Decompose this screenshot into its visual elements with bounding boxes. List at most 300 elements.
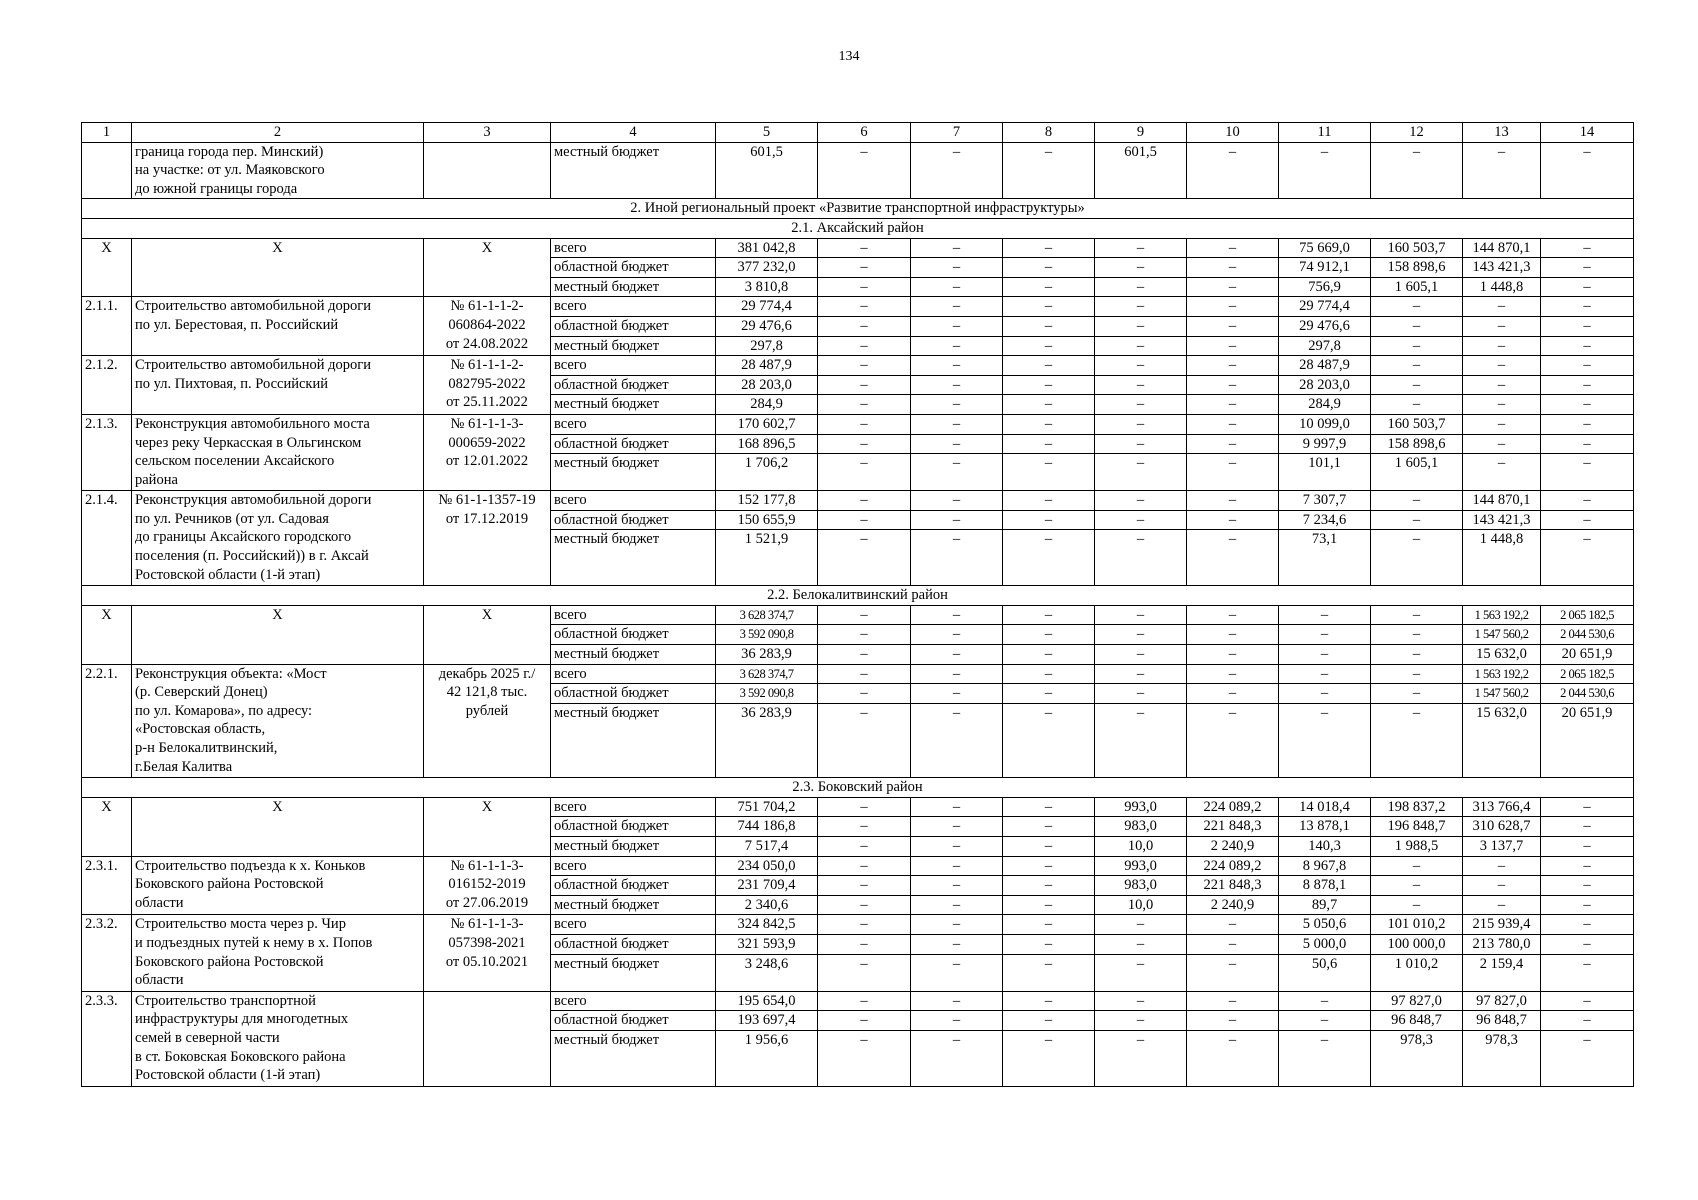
value-cell: – — [1187, 1030, 1279, 1086]
item-number: 2.3.1. — [82, 856, 132, 915]
value-cell: – — [818, 336, 911, 356]
value-cell: – — [1463, 375, 1541, 395]
item-number: 2.1.3. — [82, 414, 132, 490]
value-cell: – — [818, 510, 911, 530]
value-cell: 1 547 560,2 — [1463, 625, 1541, 645]
value-cell: – — [1003, 703, 1095, 777]
value-cell: – — [1541, 238, 1634, 258]
value-cell: – — [1095, 625, 1187, 645]
value-cell: – — [818, 684, 911, 704]
value-cell: – — [1371, 530, 1463, 586]
value-cell: 1 448,8 — [1463, 530, 1541, 586]
value-cell: – — [818, 991, 911, 1011]
funding-source: местный бюджет — [551, 277, 716, 297]
value-cell: – — [1187, 703, 1279, 777]
value-cell: – — [1371, 856, 1463, 876]
value-cell: 9 997,9 — [1279, 434, 1371, 454]
table-row — [82, 797, 1634, 817]
column-number: 5 — [716, 123, 818, 143]
funding-source: всего — [551, 605, 716, 625]
item-number: 2.1.1. — [82, 297, 132, 356]
item-name: Строительство автомобильной дороги по ул. Пихтовая, п. Российский — [132, 356, 424, 415]
value-cell: – — [1541, 530, 1634, 586]
value-cell: – — [911, 510, 1003, 530]
value-cell: 2 240,9 — [1187, 895, 1279, 915]
value-cell: – — [1187, 414, 1279, 434]
value-cell: – — [1095, 395, 1187, 415]
value-cell: – — [1371, 684, 1463, 704]
value-cell: – — [1003, 664, 1095, 684]
value-cell: – — [818, 316, 911, 336]
value-cell: 1 521,9 — [716, 530, 818, 586]
value-cell: 993,0 — [1095, 797, 1187, 817]
value-cell: 5 050,6 — [1279, 915, 1371, 935]
value-cell: 983,0 — [1095, 876, 1187, 896]
value-cell: – — [1187, 510, 1279, 530]
value-cell: – — [911, 434, 1003, 454]
value-cell: 29 476,6 — [1279, 316, 1371, 336]
value-cell: – — [1187, 336, 1279, 356]
section-title: 2. Иной региональный проект «Развитие транспортной инфраструктуры» — [82, 199, 1634, 219]
value-cell: – — [818, 876, 911, 896]
value-cell: 160 503,7 — [1371, 414, 1463, 434]
value-cell: 978,3 — [1371, 1030, 1463, 1086]
value-cell: – — [1187, 1011, 1279, 1031]
funding-source: всего — [551, 414, 716, 434]
table-row — [82, 297, 1634, 317]
value-cell: – — [1003, 915, 1095, 935]
value-cell: – — [1541, 510, 1634, 530]
item-name: Реконструкция объекта: «Мост (р. Северский Донец) по ул. Комарова», по адресу: «Ростовская область, р-н Белокалитвинский, г.Белая Калитва — [132, 664, 424, 778]
item-name: X — [132, 605, 424, 664]
value-cell: – — [1003, 625, 1095, 645]
value-cell: 284,9 — [716, 395, 818, 415]
value-cell: 10,0 — [1095, 895, 1187, 915]
value-cell: – — [1541, 895, 1634, 915]
item-document: X — [424, 797, 551, 856]
value-cell: 2 240,9 — [1187, 837, 1279, 857]
value-cell: – — [1187, 258, 1279, 278]
value-cell: – — [1187, 605, 1279, 625]
value-cell: 7 517,4 — [716, 837, 818, 857]
value-cell: 297,8 — [1279, 336, 1371, 356]
value-cell: – — [1003, 238, 1095, 258]
value-cell: 144 870,1 — [1463, 238, 1541, 258]
value-cell: 1 547 560,2 — [1463, 684, 1541, 704]
value-cell: – — [1371, 876, 1463, 896]
value-cell: – — [1003, 876, 1095, 896]
value-cell: 1 448,8 — [1463, 277, 1541, 297]
item-name: Строительство моста через р. Чир и подъездных путей к нему в х. Попов Боковского района Ростовской области — [132, 915, 424, 991]
value-cell: – — [1095, 375, 1187, 395]
value-cell: – — [1095, 684, 1187, 704]
value-cell: – — [1279, 664, 1371, 684]
value-cell: – — [911, 491, 1003, 511]
value-cell: – — [1187, 356, 1279, 376]
funding-source: областной бюджет — [551, 258, 716, 278]
value-cell: – — [911, 530, 1003, 586]
value-cell: – — [1003, 375, 1095, 395]
value-cell: 224 089,2 — [1187, 856, 1279, 876]
funding-source: всего — [551, 356, 716, 376]
item-document — [424, 991, 551, 1086]
value-cell: – — [1541, 934, 1634, 954]
value-cell: 170 602,7 — [716, 414, 818, 434]
value-cell: – — [911, 991, 1003, 1011]
value-cell: 100 000,0 — [1371, 934, 1463, 954]
value-cell: – — [1095, 1011, 1187, 1031]
value-cell: 73,1 — [1279, 530, 1371, 586]
item-name: Реконструкция автомобильной дороги по ул. Речников (от ул. Садовая до границы Аксайского городского поселения (п. Российский)) в г. Аксай Ростовской области (1-й этап) — [132, 491, 424, 586]
value-cell: – — [1371, 395, 1463, 415]
value-cell: 983,0 — [1095, 817, 1187, 837]
value-cell: – — [1095, 434, 1187, 454]
funding-source: областной бюджет — [551, 625, 716, 645]
value-cell: – — [911, 277, 1003, 297]
value-cell: – — [911, 238, 1003, 258]
value-cell: – — [1095, 491, 1187, 511]
value-cell: 28 487,9 — [1279, 356, 1371, 376]
value-cell: – — [1187, 684, 1279, 704]
value-cell: – — [1095, 316, 1187, 336]
value-cell: 28 487,9 — [716, 356, 818, 376]
value-cell: – — [818, 454, 911, 491]
value-cell: – — [911, 316, 1003, 336]
value-cell: 213 780,0 — [1463, 934, 1541, 954]
value-cell: – — [1095, 297, 1187, 317]
value-cell: – — [818, 375, 911, 395]
funding-source: всего — [551, 915, 716, 935]
value-cell: 1 563 192,2 — [1463, 664, 1541, 684]
value-cell: 75 669,0 — [1279, 238, 1371, 258]
value-cell: – — [1003, 1030, 1095, 1086]
value-cell: – — [1371, 297, 1463, 317]
item-number: 2.2.1. — [82, 664, 132, 778]
value-cell: 381 042,8 — [716, 238, 818, 258]
value-cell: – — [818, 837, 911, 857]
funding-source: местный бюджет — [551, 395, 716, 415]
value-cell: – — [818, 356, 911, 376]
value-cell: – — [1279, 684, 1371, 704]
value-cell: – — [1003, 356, 1095, 376]
value-cell: – — [1095, 645, 1187, 665]
item-number: 2.1.4. — [82, 491, 132, 586]
item-document: № 61-1-1-3- 000659-2022 от 12.01.2022 — [424, 414, 551, 490]
funding-source: местный бюджет — [551, 703, 716, 777]
table-row — [82, 991, 1634, 1011]
value-cell: – — [1003, 336, 1095, 356]
value-cell: – — [1463, 336, 1541, 356]
value-cell: – — [1541, 277, 1634, 297]
value-cell: – — [818, 258, 911, 278]
value-cell: 143 421,3 — [1463, 510, 1541, 530]
value-cell: – — [1187, 395, 1279, 415]
value-cell: 89,7 — [1279, 895, 1371, 915]
value-cell: – — [1279, 605, 1371, 625]
value-cell: – — [911, 856, 1003, 876]
value-cell: – — [1003, 837, 1095, 857]
value-cell: – — [1541, 1011, 1634, 1031]
value-cell: 5 000,0 — [1279, 934, 1371, 954]
funding-source: местный бюджет — [551, 142, 716, 199]
value-cell: 313 766,4 — [1463, 797, 1541, 817]
value-cell: – — [818, 142, 911, 199]
value-cell: 36 283,9 — [716, 703, 818, 777]
value-cell: 158 898,6 — [1371, 434, 1463, 454]
value-cell: – — [1371, 664, 1463, 684]
value-cell: 3 137,7 — [1463, 837, 1541, 857]
value-cell: – — [911, 297, 1003, 317]
value-cell: – — [911, 1030, 1003, 1086]
value-cell: – — [818, 605, 911, 625]
value-cell: 140,3 — [1279, 837, 1371, 857]
value-cell: – — [911, 837, 1003, 857]
value-cell: – — [1541, 915, 1634, 935]
column-number: 7 — [911, 123, 1003, 143]
value-cell: 8 967,8 — [1279, 856, 1371, 876]
value-cell: 3 592 090,8 — [716, 684, 818, 704]
value-cell: – — [818, 895, 911, 915]
value-cell: – — [911, 934, 1003, 954]
value-cell: 756,9 — [1279, 277, 1371, 297]
value-cell: 158 898,6 — [1371, 258, 1463, 278]
value-cell: – — [1371, 625, 1463, 645]
column-number: 2 — [132, 123, 424, 143]
value-cell: – — [1003, 530, 1095, 586]
funding-source: местный бюджет — [551, 895, 716, 915]
value-cell: – — [1095, 510, 1187, 530]
section-title: 2.2. Белокалитвинский район — [82, 586, 1634, 606]
value-cell: – — [1003, 991, 1095, 1011]
value-cell: – — [1541, 258, 1634, 278]
value-cell: 2 044 530,6 — [1541, 625, 1634, 645]
value-cell: – — [1279, 1030, 1371, 1086]
value-cell: – — [1463, 356, 1541, 376]
value-cell: – — [1187, 991, 1279, 1011]
value-cell: – — [1095, 258, 1187, 278]
value-cell: – — [1095, 238, 1187, 258]
column-number-row — [82, 123, 1634, 143]
funding-source: местный бюджет — [551, 530, 716, 586]
value-cell: – — [1095, 1030, 1187, 1086]
funding-source: всего — [551, 797, 716, 817]
value-cell: 1 988,5 — [1371, 837, 1463, 857]
funding-source: областной бюджет — [551, 434, 716, 454]
value-cell: – — [1279, 645, 1371, 665]
value-cell: 15 632,0 — [1463, 645, 1541, 665]
value-cell: 144 870,1 — [1463, 491, 1541, 511]
value-cell: – — [818, 856, 911, 876]
funding-source: всего — [551, 856, 716, 876]
funding-source: областной бюджет — [551, 934, 716, 954]
value-cell: – — [1541, 395, 1634, 415]
table-row — [82, 356, 1634, 376]
value-cell: – — [1003, 142, 1095, 199]
value-cell: 2 065 182,5 — [1541, 664, 1634, 684]
column-number: 13 — [1463, 123, 1541, 143]
item-name: граница города пер. Минский) на участке: от ул. Маяковского до южной границы города — [132, 142, 424, 199]
value-cell: – — [818, 297, 911, 317]
value-cell: – — [1187, 954, 1279, 991]
value-cell: 324 842,5 — [716, 915, 818, 935]
value-cell: 284,9 — [1279, 395, 1371, 415]
table-row — [82, 856, 1634, 876]
value-cell: – — [1541, 954, 1634, 991]
value-cell: – — [818, 277, 911, 297]
value-cell: 74 912,1 — [1279, 258, 1371, 278]
value-cell: – — [1371, 645, 1463, 665]
value-cell: 2 159,4 — [1463, 954, 1541, 991]
value-cell: – — [1187, 915, 1279, 935]
value-cell: 1 956,6 — [716, 1030, 818, 1086]
value-cell: – — [911, 954, 1003, 991]
value-cell: – — [1187, 434, 1279, 454]
value-cell: – — [1003, 277, 1095, 297]
value-cell: 7 307,7 — [1279, 491, 1371, 511]
value-cell: – — [1095, 605, 1187, 625]
section-row — [82, 586, 1634, 606]
value-cell: 1 706,2 — [716, 454, 818, 491]
value-cell: 10 099,0 — [1279, 414, 1371, 434]
value-cell: – — [1371, 316, 1463, 336]
item-name: Реконструкция автомобильного моста через реку Черкасская в Ольгинском сельском поселении Аксайского района — [132, 414, 424, 490]
value-cell: 3 628 374,7 — [716, 664, 818, 684]
value-cell: – — [1541, 797, 1634, 817]
value-cell: – — [1187, 142, 1279, 199]
funding-source: областной бюджет — [551, 1011, 716, 1031]
value-cell: – — [1003, 491, 1095, 511]
value-cell: – — [1463, 876, 1541, 896]
value-cell: – — [1541, 817, 1634, 837]
value-cell: – — [1279, 1011, 1371, 1031]
table-row — [82, 605, 1634, 625]
value-cell: 20 651,9 — [1541, 703, 1634, 777]
value-cell: – — [1095, 414, 1187, 434]
value-cell: 198 837,2 — [1371, 797, 1463, 817]
value-cell: – — [1371, 356, 1463, 376]
value-cell: 96 848,7 — [1463, 1011, 1541, 1031]
value-cell: – — [1463, 434, 1541, 454]
value-cell: – — [1279, 703, 1371, 777]
value-cell: 601,5 — [716, 142, 818, 199]
funding-source: местный бюджет — [551, 1030, 716, 1086]
column-number: 4 — [551, 123, 716, 143]
value-cell: 3 248,6 — [716, 954, 818, 991]
column-number: 8 — [1003, 123, 1095, 143]
value-cell: 224 089,2 — [1187, 797, 1279, 817]
value-cell: – — [1003, 258, 1095, 278]
section-row — [82, 778, 1634, 798]
section-row — [82, 199, 1634, 219]
value-cell: – — [1463, 297, 1541, 317]
funding-source: местный бюджет — [551, 645, 716, 665]
value-cell: – — [1541, 142, 1634, 199]
value-cell: 2 065 182,5 — [1541, 605, 1634, 625]
value-cell: 231 709,4 — [716, 876, 818, 896]
value-cell: – — [1541, 336, 1634, 356]
table-row — [82, 915, 1634, 935]
value-cell: 101,1 — [1279, 454, 1371, 491]
value-cell: – — [1003, 934, 1095, 954]
page-number: 134 — [838, 49, 860, 64]
value-cell: – — [1095, 356, 1187, 376]
value-cell: – — [1003, 684, 1095, 704]
value-cell: – — [911, 258, 1003, 278]
funding-source: местный бюджет — [551, 954, 716, 991]
value-cell: – — [911, 895, 1003, 915]
funding-source: всего — [551, 491, 716, 511]
value-cell: 193 697,4 — [716, 1011, 818, 1031]
value-cell: – — [911, 1011, 1003, 1031]
column-number: 14 — [1541, 123, 1634, 143]
item-document: № 61-1-1-3- 057398-2021 от 05.10.2021 — [424, 915, 551, 991]
value-cell: – — [1095, 934, 1187, 954]
value-cell: – — [1003, 414, 1095, 434]
funding-source: областной бюджет — [551, 876, 716, 896]
item-document: декабрь 2025 г./ 42 121,8 тыс. рублей — [424, 664, 551, 778]
value-cell: – — [1463, 316, 1541, 336]
value-cell: – — [911, 336, 1003, 356]
value-cell: – — [1187, 297, 1279, 317]
value-cell: – — [1095, 703, 1187, 777]
value-cell: 36 283,9 — [716, 645, 818, 665]
value-cell: – — [1187, 664, 1279, 684]
value-cell: 7 234,6 — [1279, 510, 1371, 530]
value-cell: – — [1003, 797, 1095, 817]
value-cell: – — [1371, 605, 1463, 625]
value-cell: – — [818, 238, 911, 258]
value-cell: 744 186,8 — [716, 817, 818, 837]
value-cell: – — [911, 797, 1003, 817]
value-cell: 29 774,4 — [1279, 297, 1371, 317]
value-cell: – — [1003, 954, 1095, 991]
section-title: 2.1. Аксайский район — [82, 218, 1634, 238]
value-cell: 152 177,8 — [716, 491, 818, 511]
value-cell: – — [1463, 395, 1541, 415]
table-row — [82, 142, 1634, 199]
item-name: X — [132, 238, 424, 297]
item-name: Строительство подъезда к х. Коньков Боковского района Ростовской области — [132, 856, 424, 915]
value-cell: 751 704,2 — [716, 797, 818, 817]
item-document: № 61-1-1-2- 060864-2022 от 24.08.2022 — [424, 297, 551, 356]
funding-source: областной бюджет — [551, 316, 716, 336]
value-cell: – — [1541, 454, 1634, 491]
value-cell: – — [1371, 336, 1463, 356]
value-cell: 993,0 — [1095, 856, 1187, 876]
item-name: X — [132, 797, 424, 856]
value-cell: 29 774,4 — [716, 297, 818, 317]
value-cell: 15 632,0 — [1463, 703, 1541, 777]
value-cell: – — [1095, 336, 1187, 356]
table-row — [82, 414, 1634, 434]
value-cell: – — [818, 625, 911, 645]
value-cell: – — [1095, 915, 1187, 935]
value-cell: 10,0 — [1095, 837, 1187, 857]
value-cell: – — [1003, 856, 1095, 876]
value-cell: – — [1541, 316, 1634, 336]
value-cell: – — [818, 645, 911, 665]
value-cell: – — [818, 797, 911, 817]
value-cell: 50,6 — [1279, 954, 1371, 991]
value-cell: – — [911, 645, 1003, 665]
value-cell: – — [1541, 434, 1634, 454]
value-cell: – — [1541, 856, 1634, 876]
column-number: 11 — [1279, 123, 1371, 143]
value-cell: 28 203,0 — [716, 375, 818, 395]
value-cell: – — [1187, 645, 1279, 665]
value-cell: 221 848,3 — [1187, 876, 1279, 896]
value-cell: – — [1095, 277, 1187, 297]
